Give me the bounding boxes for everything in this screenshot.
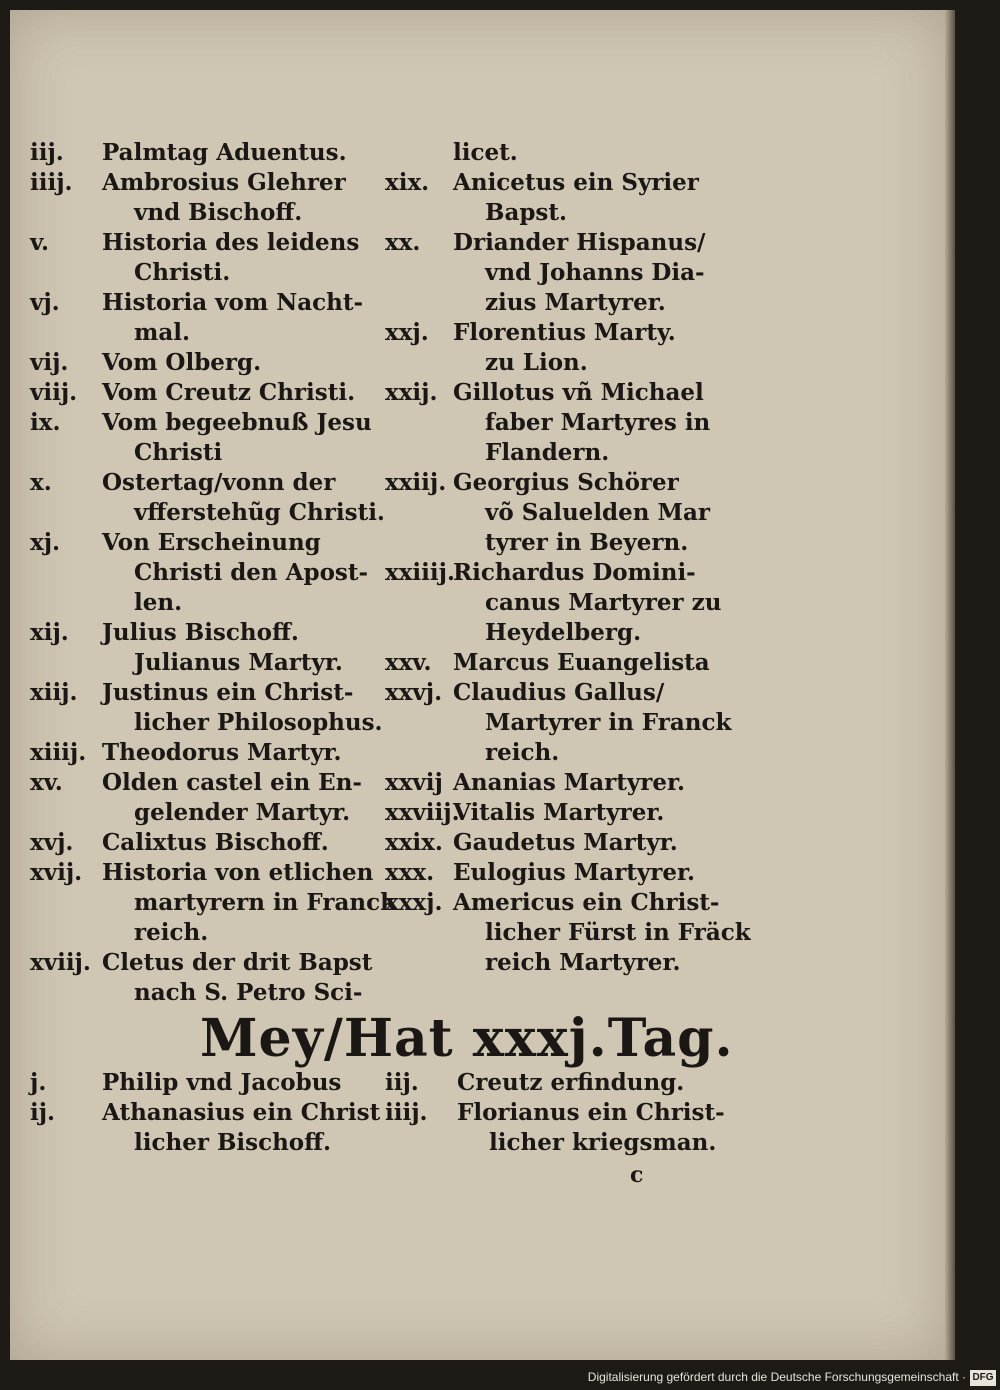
entry-line: vnd Johanns Dia-: [485, 259, 705, 286]
entry-line: licher Philosophus.: [134, 709, 383, 736]
day-number: xvj.: [30, 829, 74, 856]
calendar-entry: [30, 858, 397, 948]
calendar-entry: [385, 138, 730, 168]
entry-line: Anicetus ein Syrier: [453, 169, 699, 196]
day-number: xix.: [385, 169, 430, 196]
entry-line: licher Fürst in Fräck: [485, 919, 751, 946]
calendar-entry: [385, 828, 730, 858]
saint-name: [453, 228, 730, 318]
day-number: vij.: [30, 349, 69, 376]
saint-name: [102, 678, 383, 738]
day-number: xviij.: [30, 949, 91, 976]
saint-name: [457, 1068, 730, 1098]
entry-line: vnd Bischoff.: [134, 199, 303, 226]
calendar-entry: [385, 1098, 730, 1158]
calendar-entry: [30, 1098, 381, 1158]
calendar-entry: [385, 378, 730, 468]
saint-name: [102, 858, 396, 948]
day-number: xiiij.: [30, 739, 87, 766]
entry-line: Bapst.: [485, 199, 568, 226]
day-number: ix.: [30, 409, 61, 436]
entry-line: canus Martyrer zu: [485, 589, 722, 616]
day-number: xxx.: [385, 859, 435, 886]
day-number: ij.: [30, 1099, 56, 1126]
saint-name: [453, 558, 730, 648]
saint-name: [102, 408, 375, 468]
entry-line: mal.: [134, 319, 190, 346]
calendar-entry: [30, 768, 375, 828]
entry-line: Christi.: [134, 259, 231, 286]
calendar-entry: [30, 168, 375, 228]
calendar-entry: [30, 138, 375, 168]
saint-name: [453, 888, 751, 978]
saint-name: [453, 168, 730, 228]
day-number: xxix.: [385, 829, 443, 856]
day-number: xxiiij.: [385, 559, 455, 586]
day-number: iiij.: [30, 169, 73, 196]
calendar-entry: [385, 468, 730, 558]
calendar-entry: [30, 228, 375, 288]
day-number: xxvij: [385, 769, 443, 796]
saint-name: [102, 228, 375, 288]
entry-line: reich.: [485, 739, 560, 766]
entry-line: Julianus Martyr.: [134, 649, 343, 676]
day-number: xxxj.: [385, 889, 443, 916]
entry-line: Georgius Schörer: [453, 469, 679, 496]
calendar-entry: [385, 228, 730, 318]
saint-name: [102, 738, 375, 768]
entry-line: Von Erscheinung: [102, 529, 321, 556]
day-number: xx.: [385, 229, 421, 256]
saint-name: [102, 828, 375, 858]
entry-line: Marcus Euangelista: [453, 649, 710, 676]
entry-line: Philip vnd Jacobus: [102, 1069, 342, 1096]
entry-line: reich Martyrer.: [485, 949, 681, 976]
bottom-left-column: [30, 1068, 381, 1158]
entry-line: Ambrosius Glehrer: [102, 169, 346, 196]
saint-name: [453, 798, 730, 828]
entry-line: Christi den Apost-: [134, 559, 369, 586]
entry-line: Richardus Domini-: [453, 559, 696, 586]
saint-name: [453, 768, 730, 798]
day-number: xxviij.: [385, 799, 460, 826]
calendar-entry: [385, 318, 730, 378]
saint-name: [453, 138, 730, 168]
entry-line: licher Bischoff.: [134, 1129, 332, 1156]
entry-line: gelender Martyr.: [134, 799, 351, 826]
saint-name: [102, 948, 375, 1008]
calendar-entry: [30, 738, 375, 768]
calendar-entry: [385, 168, 730, 228]
saint-name: [102, 138, 375, 168]
entry-line: licet.: [453, 139, 518, 166]
entry-line: Florentius Marty.: [453, 319, 676, 346]
page-edge: [945, 10, 955, 1360]
calendar-entry: [30, 678, 383, 738]
saint-name: [102, 468, 385, 528]
entry-line: Ostertag/vonn der: [102, 469, 336, 496]
day-number: xj.: [30, 529, 61, 556]
saint-name: [453, 648, 730, 678]
calendar-entry: [385, 558, 730, 648]
calendar-entry: [385, 648, 730, 678]
day-number: x.: [30, 469, 52, 496]
day-number: iij.: [30, 139, 64, 166]
saint-name: [457, 1098, 730, 1158]
calendar-entry: [30, 528, 375, 618]
entry-line: martyrern in Franck: [134, 889, 397, 916]
entry-line: Palmtag Aduentus.: [102, 139, 347, 166]
calendar-entry: [30, 288, 375, 348]
entry-line: faber Martyres in: [485, 409, 711, 436]
entry-line: Gaudetus Martyr.: [453, 829, 678, 856]
calendar-entry: [385, 678, 730, 768]
entry-line: Vom begeebnuß Jesu: [102, 409, 372, 436]
saint-name: [102, 1098, 380, 1158]
saint-name: [453, 468, 730, 558]
entry-line: Claudius Gallus/: [453, 679, 665, 706]
entry-line: Flandern.: [485, 439, 610, 466]
calendar-entry: [30, 828, 375, 858]
day-number: j.: [30, 1069, 47, 1096]
entry-line: reich.: [134, 919, 209, 946]
saint-name: [453, 318, 730, 378]
bottom-right-column: [385, 1068, 730, 1158]
entry-line: Olden castel ein En-: [102, 769, 362, 796]
entry-line: Gillotus vñ Michael: [453, 379, 704, 406]
saint-name: [453, 828, 730, 858]
entry-line: Vitalis Martyrer.: [453, 799, 665, 826]
calendar-entry: [385, 768, 730, 798]
saint-name: [102, 528, 375, 618]
calendar-entry: [30, 468, 385, 528]
entry-line: Cletus der drit Bapst: [102, 949, 373, 976]
entry-line: Eulogius Martyrer.: [453, 859, 696, 886]
entry-line: Creutz erfindung.: [457, 1069, 685, 1096]
entry-line: Athanasius ein Christ: [102, 1099, 381, 1126]
calendar-entry: [30, 948, 375, 1008]
saint-name: [102, 378, 375, 408]
entry-line: Martyrer in Franck: [485, 709, 732, 736]
right-column: [385, 138, 751, 978]
entry-line: Justinus ein Christ-: [102, 679, 354, 706]
day-number: viij.: [30, 379, 78, 406]
signature-mark: c: [630, 1162, 644, 1188]
calendar-entry: [385, 798, 730, 828]
day-number: xxvj.: [385, 679, 443, 706]
entry-line: Historia vom Nacht-: [102, 289, 364, 316]
calendar-entry: [30, 618, 375, 678]
saint-name: [102, 168, 375, 228]
entry-line: Calixtus Bischoff.: [102, 829, 329, 856]
entry-line: Ananias Martyrer.: [453, 769, 686, 796]
entry-line: Christi: [134, 439, 223, 466]
month-heading: Mey/Hat xxxj.Tag.: [200, 1008, 734, 1069]
calendar-entry: [30, 1068, 375, 1098]
calendar-entry: [30, 378, 375, 408]
saint-name: [102, 288, 375, 348]
saint-name: [102, 618, 375, 678]
entry-line: tyrer in Beyern.: [485, 529, 689, 556]
entry-line: nach S. Petro Sci-: [134, 979, 363, 1006]
day-number: v.: [30, 229, 50, 256]
entry-line: zu Lion.: [485, 349, 588, 376]
entry-line: vfferstehũg Christi.: [134, 499, 385, 526]
entry-line: Vom Creutz Christi.: [102, 379, 356, 406]
saint-name: [102, 348, 375, 378]
entry-line: licher kriegsman.: [489, 1129, 717, 1156]
entry-line: Americus ein Christ-: [453, 889, 720, 916]
saint-name: [102, 768, 375, 828]
day-number: xvij.: [30, 859, 83, 886]
day-number: xij.: [30, 619, 69, 646]
calendar-entry: [30, 348, 375, 378]
day-number: iij.: [385, 1069, 419, 1096]
day-number: xxiij.: [385, 469, 447, 496]
calendar-entry: [385, 1068, 730, 1098]
calendar-entry: [385, 858, 730, 888]
day-number: iiij.: [385, 1099, 428, 1126]
entry-line: len.: [134, 589, 183, 616]
entry-line: Florianus ein Christ-: [457, 1099, 725, 1126]
entry-line: Theodorus Martyr.: [102, 739, 342, 766]
entry-line: Historia von etlichen: [102, 859, 374, 886]
saint-name: [453, 678, 731, 768]
saint-name: [453, 858, 730, 888]
saint-name: [102, 1068, 375, 1098]
day-number: xxij.: [385, 379, 438, 406]
entry-line: Historia des leidens: [102, 229, 360, 256]
entry-line: Julius Bischoff.: [102, 619, 299, 646]
calendar-entry: [385, 888, 751, 978]
digitization-footer: Digitalisierung gefördert durch die Deutsche Forschungsgemeinschaft ·: [587, 1370, 966, 1384]
entry-line: Vom Olberg.: [102, 349, 262, 376]
day-number: xxj.: [385, 319, 429, 346]
entry-line: Heydelberg.: [485, 619, 642, 646]
day-number: xv.: [30, 769, 63, 796]
day-number: xxv.: [385, 649, 432, 676]
left-column: [30, 138, 397, 1008]
saint-name: [453, 378, 730, 468]
day-number: xiij.: [30, 679, 78, 706]
entry-line: Driander Hispanus/: [453, 229, 706, 256]
calendar-entry: [30, 408, 375, 468]
entry-line: zius Martyrer.: [485, 289, 666, 316]
dfg-logo: DFG: [970, 1370, 996, 1386]
entry-line: võ Saluelden Mar: [485, 499, 710, 526]
day-number: vj.: [30, 289, 60, 316]
